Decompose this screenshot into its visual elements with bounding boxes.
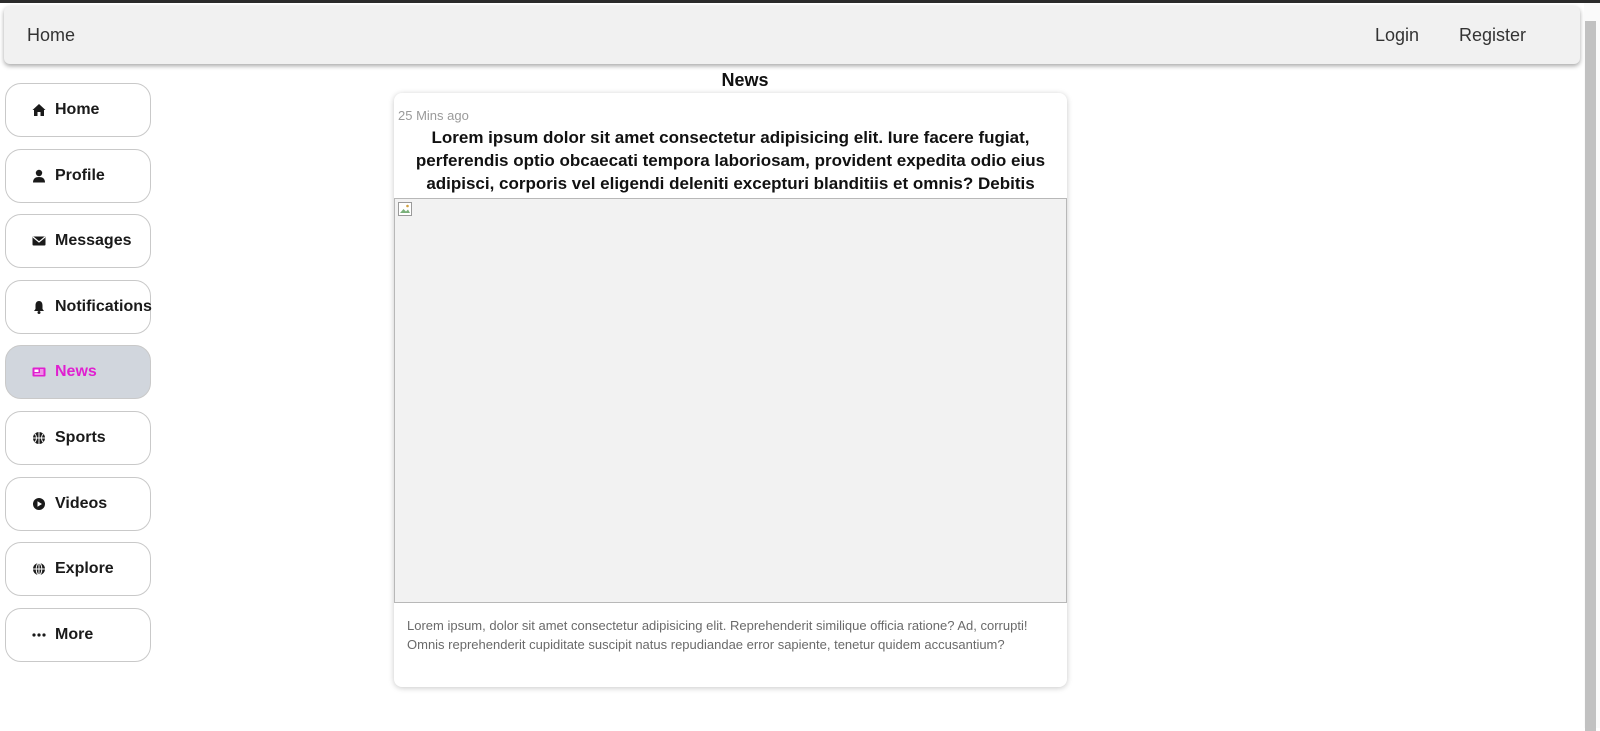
page-scrollbar[interactable] [1584, 3, 1600, 728]
ellipsis-icon [31, 627, 47, 643]
window-top-edge [0, 0, 1600, 3]
sidebar-item-label: Home [55, 101, 100, 118]
globe-icon [31, 561, 47, 577]
play-circle-icon [31, 496, 47, 512]
user-icon [31, 168, 47, 184]
sidebar-item-label: News [55, 363, 97, 380]
scrollbar-thumb[interactable] [1585, 21, 1596, 731]
sidebar-item-messages[interactable] [5, 214, 151, 268]
newspaper-icon [31, 364, 47, 380]
nav-home-link[interactable]: Home [27, 25, 76, 45]
sidebar-item-videos[interactable] [5, 477, 151, 531]
sidebar-item-label: Notifications [55, 298, 152, 315]
sidebar-item-sports[interactable] [5, 411, 151, 465]
sidebar-item-label: Videos [55, 495, 108, 512]
sidebar-item-label: Explore [55, 560, 114, 577]
basketball-icon [31, 430, 47, 446]
sidebar-item-home[interactable] [5, 83, 151, 137]
news-card [394, 93, 1067, 687]
login-link[interactable]: Login [1375, 25, 1420, 45]
envelope-icon [31, 233, 47, 249]
sidebar-item-more[interactable] [5, 608, 151, 662]
sidebar-item-explore[interactable] [5, 542, 151, 596]
post-timestamp: 25 Mins ago [398, 108, 469, 123]
page-title: News [721, 70, 769, 90]
sidebar-item-notifications[interactable] [5, 280, 151, 334]
top-navbar [4, 6, 1580, 64]
bell-icon [31, 299, 47, 315]
broken-image-icon [397, 201, 413, 217]
news-description: Lorem ipsum, dolor sit amet consectetur adipisicing elit. Reprehenderit similique officia ratione? Ad, corrupti! Omnis reprehenderit cupiditate suscipit natus repudiandae error sapiente, tenetur quidem accusantium? [407, 618, 1028, 652]
sidebar-item-label: More [55, 626, 94, 643]
register-link[interactable]: Register [1459, 25, 1527, 45]
home-icon [31, 102, 47, 118]
sidebar-item-label: Sports [55, 429, 106, 446]
sidebar-item-label: Messages [55, 232, 132, 249]
sidebar-item-news[interactable] [5, 345, 151, 399]
sidebar-item-label: Profile [55, 167, 105, 184]
news-headline[interactable]: Lorem ipsum dolor sit amet consectetur adipisicing elit. Iure facere fugiat, perferendis optio obcaecati tempora laboriosam, provident expedita odio eius adipisci, corporis vel eligendi deleniti excepturi blanditiis et omnis? Debitis [415, 128, 1046, 193]
sidebar-item-profile[interactable] [5, 149, 151, 203]
news-image[interactable] [394, 198, 1067, 603]
